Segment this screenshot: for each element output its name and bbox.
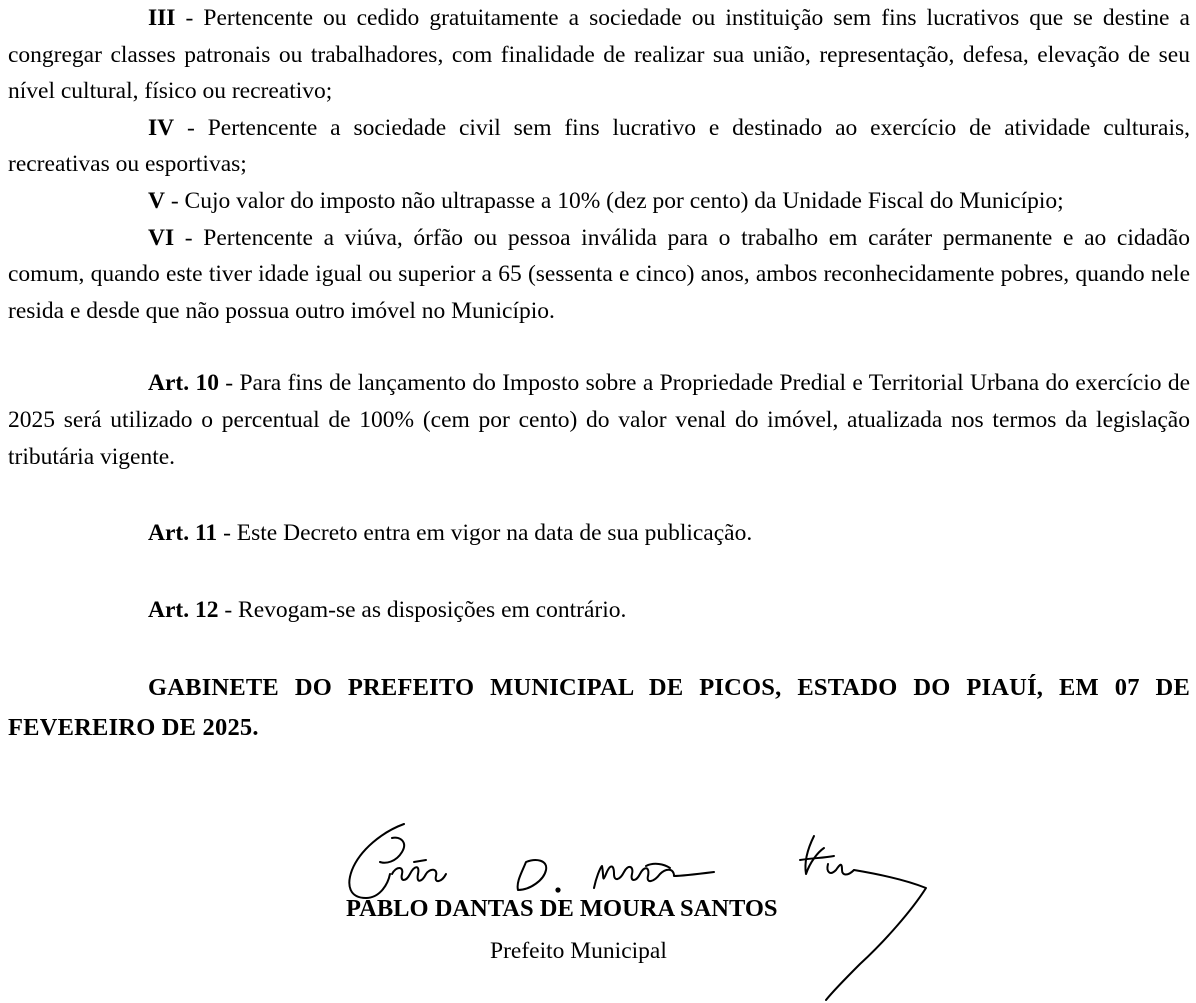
signature-block	[330, 818, 950, 1003]
signer-name: PABLO DANTAS DE MOURA SANTOS	[346, 895, 778, 922]
article-10	[8, 365, 1190, 475]
article-label: Art. 11	[148, 520, 218, 547]
item-label: VI	[148, 224, 175, 251]
signer-role: Prefeito Municipal	[490, 938, 667, 964]
article-12	[8, 592, 1190, 629]
article-text: - Para fins de lançamento do Imposto sobre a Propriedade Predial e Territorial Urbana do exercício de 2025 será utilizado o percentual de 100% (cem por cento) do valor venal do imóvel, atualizada nos termos da legislação tributária vigente.	[8, 370, 1190, 470]
article-label: Art. 12	[148, 596, 219, 623]
article-text: - Revogam-se as disposições em contrário.	[218, 596, 627, 623]
item-text: - Cujo valor do imposto não ultrapasse a 10% (dez por cento) da Unidade Fiscal do Município;	[164, 187, 1064, 214]
article-label: Art. 10	[148, 370, 219, 397]
article-text: - Este Decreto entra em vigor na data de sua publicação.	[217, 520, 753, 547]
item-label: IV	[148, 114, 175, 141]
item-text: - Pertencente ou cedido gratuitamente a sociedade ou instituição sem fins lucrativos que se destine a congregar classes patronais ou trabalhadores, com finalidade de realizar sua união, representação, defesa, elevação de seu nível cultural, físico ou recreativo;	[8, 5, 1190, 105]
item-v	[8, 183, 1190, 220]
item-iv	[8, 110, 1190, 183]
item-label: V	[148, 187, 165, 214]
closing-statement: GABINETE DO PREFEITO MUNICIPAL DE PICOS, ESTADO DO PIAUÍ, EM 07 DE FEVEREIRO DE 2025.	[8, 674, 1190, 742]
item-text: - Pertencente a sociedade civil sem fins lucrativo e destinado ao exercício de atividade culturais, recreativas ou esportivas;	[8, 114, 1190, 178]
item-vi	[8, 220, 1190, 330]
item-iii	[8, 0, 1190, 110]
article-11	[8, 515, 1190, 552]
item-label: III	[148, 5, 176, 31]
item-text: - Pertencente a viúva, órfão ou pessoa inválida para o trabalho em caráter permanente e ao cidadão comum, quando este tiver idade igual ou superior a 65 (sessenta e cinco) anos, ambos reconhecidamente pobres, quando nele resida e desde que não possua outro imóvel no Município.	[8, 224, 1190, 324]
document-page	[8, 0, 1190, 748]
